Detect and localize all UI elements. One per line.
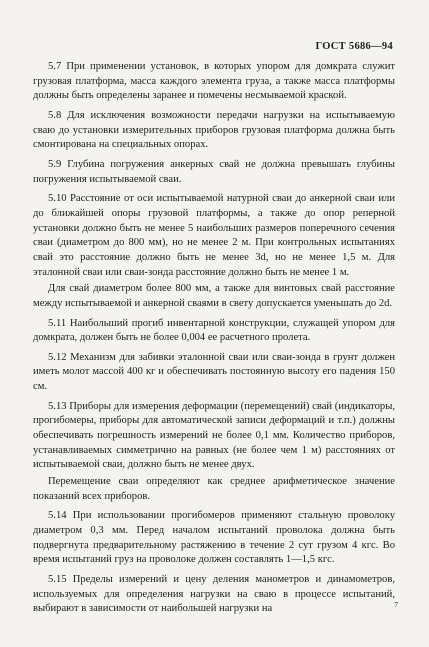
paragraph-5-10-note: Для свай диаметром более 800 мм, а также для винтовых свай расстояние между испытываемой и анкерной сваями в свету допускается уменьшать до 2d. [33, 283, 395, 309]
paragraph-5-8: 5.8 Для исключения возможности передачи нагрузки на испытываемую сваю до установки измерительных приборов грузовая платформа должна быть смонтирована на специальных опорах. [33, 109, 395, 151]
document-body [33, 60, 395, 622]
paragraph-5-14: 5.14 При использовании прогибомеров применяют стальную проволоку диаметром 0,3 мм. Перед началом испытаний проволока должна быть подвергнута предварительному растяжению в течение 2 сут грузом 4 кгс. Во время испытаний груз на проволоке должен составлять 1—1,5 кгс. [33, 510, 395, 566]
paragraph-5-9: 5.9 Глубина погружения анкерных свай не должна превышать глубины погружения испытываемой сваи. [33, 158, 395, 185]
paragraph-5-13: 5.13 Приборы для измерения деформации (перемещений) свай (индикаторы, прогибомеры, приборы для автоматической записи деформаций и т.п.) должны обеспечивать погрешность измерений не более 0,1 мм. Количество приборов, устанавливаемых симметрично на равных (не более чем 1 м) расстояниях от испытываемой сваи, должно быть не менее двух. [33, 400, 395, 471]
paragraph-5-13-note: Перемещение сваи определяют как среднее арифметическое значение показаний всех приборов. [33, 476, 395, 502]
paragraph-5-15: 5.15 Пределы измерений и цену деления манометров и динамометров, используемых для определения нагрузки на сваю в процессе испытаний, выбирают в зависимости от наибольшей нагрузки на [33, 574, 395, 615]
paragraph-5-11: 5.11 Наибольший прогиб инвентарной конструкции, служащей упором для домкрата, должен быть не более 0,004 ее расчетного пролета. [33, 317, 395, 344]
paragraph-5-12: 5.12 Механизм для забивки эталонной сваи или сваи-зонда в грунт должен иметь молот массой 400 кг и обеспечивать постоянную высоту его падения 150 см. [33, 351, 395, 393]
paragraph-5-7: 5.7 При применении установок, в которых упором для домкрата служит грузовая платформа, масса каждого элемента груза, а также масса платформы должны быть определены заранее и помечены несмываемой краской. [33, 61, 395, 102]
paragraph-5-10: 5.10 Расстояние от оси испытываемой натурной сваи до анкерной сваи или до ближайшей опоры грузовой платформы, а также до опор реперной установки должно быть не менее 5 наибольших размеров поперечного сечения сваи (диаметром до 800 мм), но не менее 2 м. При контрольных испытаниях свай это расстояние должно быть не менее 3d, но не менее 1,5 м. Для эталонной сваи или сваи-зонда расстояние должно быть не менее 1 м. [33, 193, 395, 278]
document-id-header: ГОСТ 5686—94 [315, 41, 393, 52]
page-number: 7 [394, 601, 398, 609]
